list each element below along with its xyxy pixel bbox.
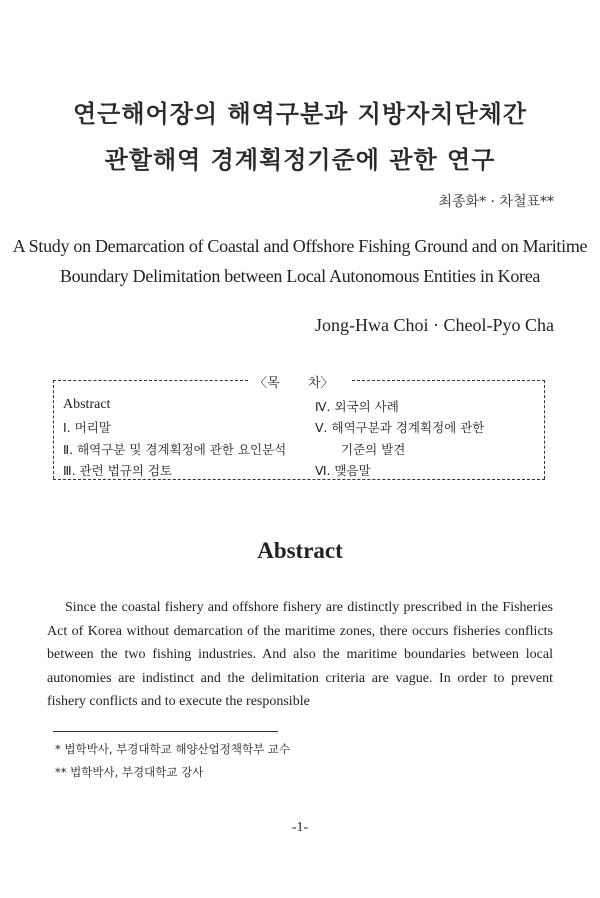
toc-border-top-left: [53, 380, 248, 381]
table-of-contents: [53, 372, 545, 482]
footnote-divider: [53, 731, 278, 732]
footnote-2: ** 법학박사, 부경대학교 강사: [55, 765, 204, 779]
toc-item-6: Ⅵ. 맺음말: [315, 463, 371, 478]
toc-heading-left: 〈목: [254, 376, 280, 391]
toc-item-4: Ⅳ. 외국의 사례: [315, 399, 399, 414]
toc-item-1: Ⅰ. 머리말: [63, 420, 111, 435]
english-authors: Jong-Hwa Choi · Cheol-Pyo Cha: [315, 315, 554, 335]
toc-item-3: Ⅲ. 관련 법규의 검토: [63, 463, 173, 478]
korean-authors: 최종화* · 차철표**: [438, 194, 554, 210]
korean-title-line-1: 연근해어장의 해역구분과 지방자치단체간: [72, 100, 528, 128]
page-number: -1-: [291, 820, 309, 835]
toc-item-5-continued: 기준의 발견: [341, 442, 406, 457]
korean-title-line-2: 관할해역 경계획정기준에 관한 연구: [104, 146, 496, 174]
toc-border-left: [53, 380, 54, 479]
toc-heading-right: 차〉: [308, 376, 334, 391]
toc-border-bottom: [53, 479, 545, 480]
abstract-heading: Abstract: [257, 538, 343, 563]
toc-item-2: Ⅱ. 해역구분 및 경계획정에 관한 요인분석: [63, 442, 287, 457]
english-title-line-2: Boundary Delimitation between Local Autonomous Entities in Korea: [59, 266, 541, 286]
abstract-body: Since the coastal fishery and offshore fishery are distinctly prescribed in the Fisheries Act of Korea without demarcation of the maritime zones, there occurs fisheries conflicts between the two fishing industries. And also the maritime boundaries between local autonomies are indistinct and the delimitation criteria are vague. In order to prevent fishery conflicts and to execute the responsible: [47, 600, 553, 709]
toc-border-top-right: [352, 380, 545, 381]
english-title-line-1: A Study on Demarcation of Coastal and Offshore Fishing Ground and on Maritime: [12, 236, 588, 256]
footnote-1: * 법학박사, 부경대학교 해양산업정책학부 교수: [55, 742, 291, 756]
toc-item-5: Ⅴ. 해역구분과 경계획정에 관한: [315, 420, 485, 435]
toc-border-right: [544, 380, 545, 479]
toc-item-abstract: Abstract: [63, 397, 111, 412]
